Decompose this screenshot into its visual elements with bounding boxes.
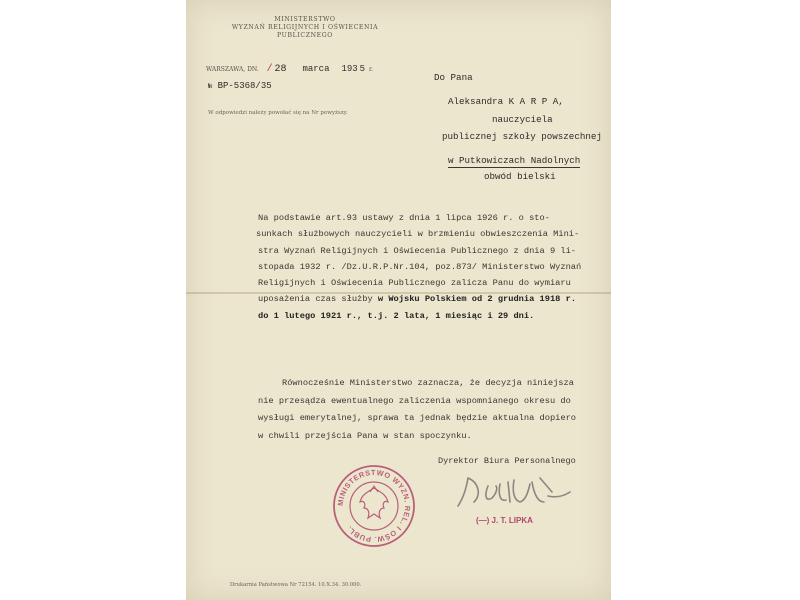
paragraph-line: w chwili przejścia Pana w stan spoczynku. [258, 430, 472, 441]
document-sheet [186, 0, 611, 600]
military-service-period: w Wojsku Polskiem od 2 grudnia 1918 r. [377, 294, 577, 305]
letterhead-line: PUBLICZNEGO [277, 32, 333, 39]
dateline: WARSZAWA, DN. / 28 marca 193 5 r. [206, 64, 374, 75]
address-role: nauczyciela [492, 114, 553, 125]
paragraph-line: stopada 1932 r. /Dz.U.R.P.Nr.104, poz.873/ Ministerstwo Wyznań [258, 261, 582, 272]
reference-prefix: № [208, 83, 213, 91]
service-duration: do 1 lutego 1921 r., t.j. 2 lata, 1 miesiąc i 29 dni. [258, 310, 535, 321]
paragraph-line: sunkach służbowych nauczycieli w brzmieniu obwieszczenia Mini- [256, 229, 580, 240]
dateline-suffix: r. [368, 66, 374, 73]
printer-imprint: Drukarnia Państwowa Nr 72154. 10.X.34. 30.000. [230, 582, 362, 588]
letterhead-line: WYZNAŃ RELIGIJNYCH I OŚWIECENIA [231, 24, 379, 31]
dateline-year-digit: 5 [359, 64, 366, 74]
reference-value: BP-5368/35 [217, 81, 272, 91]
signer-title: Dyrektor Biura Personalnego [438, 456, 576, 466]
paragraph-line [258, 291, 603, 307]
paragraph-line: wysługi emerytalnej, sprawa ta jednak będzie aktualna dopiero [258, 413, 577, 424]
official-seal [332, 464, 416, 548]
reference-number [208, 81, 272, 91]
handwritten-signature [448, 472, 578, 512]
dateline-month: marca [302, 64, 330, 74]
signer-name: (—) J. T. LIPKA [476, 516, 533, 525]
letterhead-line: MINISTERSTWO [274, 16, 336, 23]
paragraph-line-part: uposażenia czas służby [258, 294, 378, 305]
eagle-emblem-icon [360, 488, 388, 518]
address-to: Do Pana [434, 72, 473, 83]
dateline-place: WARSZAWA, DN. [206, 66, 259, 73]
paragraph-1 [258, 210, 603, 324]
address-school: publicznej szkoły powszechnej [442, 131, 602, 142]
dateline-year-prefix: 193 [341, 64, 358, 74]
letterhead [210, 16, 400, 40]
paragraph-line: nie przesądza ewentualnego zaliczenia wspomnianego okresu do [258, 395, 571, 406]
address-name: Aleksandra K A R P A, [448, 96, 564, 107]
paragraph-line: Na podstawie art.93 ustawy z dnia 1 lipca 1926 r. o sto- [258, 213, 550, 223]
paragraph-line: stra Wyznań Religijnych i Oświecenia Publicznego z dnia 9 li- [258, 245, 577, 256]
svg-text:MINISTERSTWO WYZN. REL. I OŚW. [336, 468, 412, 544]
address-place [448, 155, 580, 166]
paragraph-2 [258, 375, 603, 445]
address-place-text: w Putkowiczach Nadolnych [448, 155, 581, 166]
paragraph-line: Religijnych i Oświecenia Publicznego zalicza Panu do wymiaru [258, 278, 571, 289]
dateline-day: 28 [274, 64, 287, 75]
address-district: obwód bielski [484, 171, 556, 182]
seal-text: MINISTERSTWO WYZN. REL. I OŚW. PUBL. [335, 467, 413, 545]
reference-note: W odpowiedzi należy powołać się na Nr powyższy. [208, 110, 348, 116]
paragraph-line: Równocześnie Ministerstwo zaznacza, że decyzja niniejsza [282, 378, 574, 388]
